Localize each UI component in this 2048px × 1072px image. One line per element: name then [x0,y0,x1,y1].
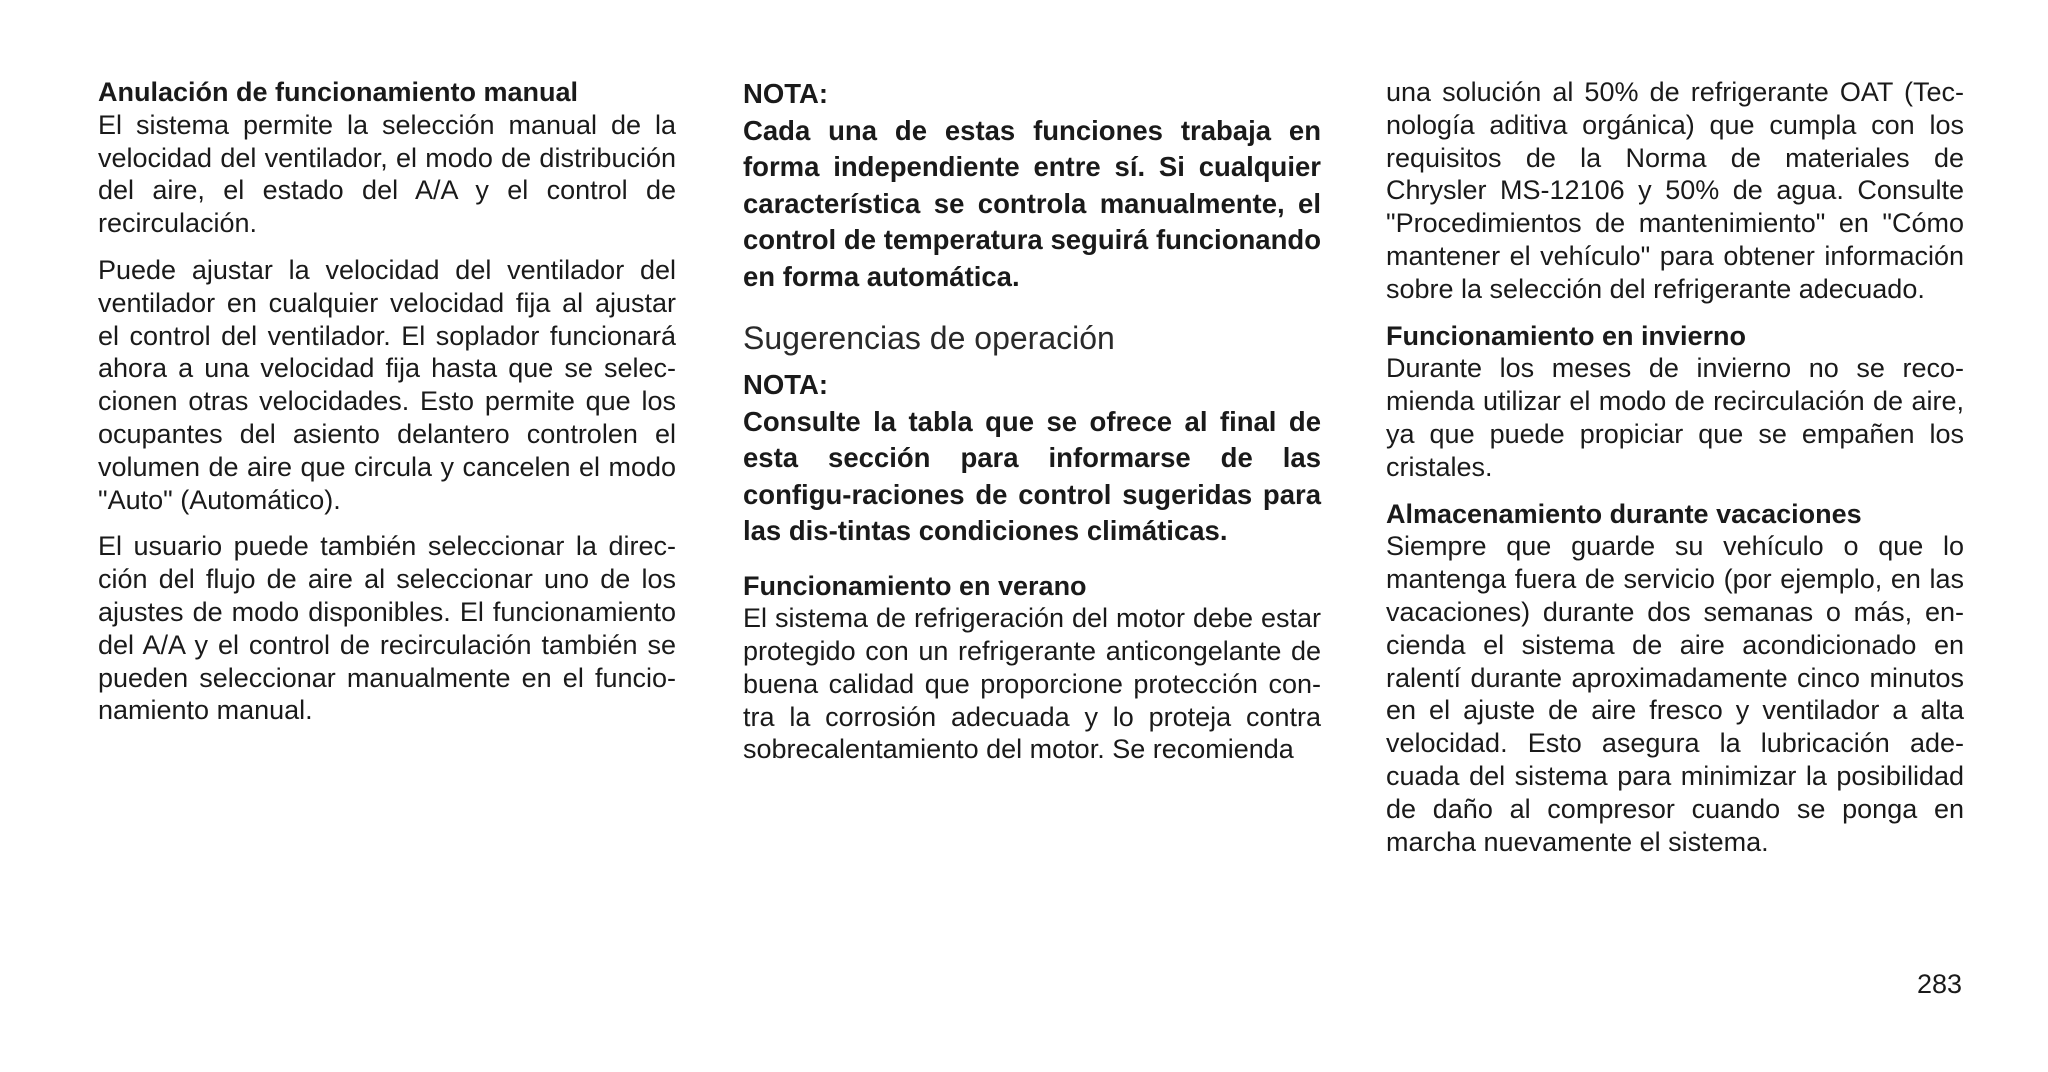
note-label-2: NOTA: [743,369,829,400]
manual-override-paragraph-2: Puede ajustar la velocidad del ventilador del ventilador en cualquier velocidad fija al ajustar el control del ventilador. El soplador funcionará ahora a una velocidad fija hasta que se selec-cionen otras velocidades. Esto permite que los ocupantes del asiento delantero controlen el volumen de aire que circula y cancelen el modo "Auto" (Automático). [98,254,676,515]
page-number: 283 [1916,969,1962,999]
note-text-1: Cada una de estas funciones trabaja en forma independiente entre sí. Si cualquier característica se controla manualmente, el control de temperatura seguirá funcionando en forma automática. [743,114,1321,292]
section-title-operation-tips: Sugerencias de operación [743,320,1115,356]
winter-operation-heading: Funcionamiento en invierno [1386,320,1747,351]
note-text-2: Consulte la tabla que se ofrece al final de esta sección para informarse de las configu-raciones de control sugeridas para las dis-tintas condiciones climáticas. [743,405,1321,546]
manual-override-paragraph-1: El sistema permite la selección manual de la velocidad del ventilador, el modo de distribución del aire, el estado del A/A y el control de recirculación. [98,109,676,239]
winter-operation-text: Durante los meses de invierno no se reco-mienda utilizar el modo de recirculación de aire, ya que puede propiciar que se empañen los cristales. [1386,353,1964,482]
note-label-1: NOTA: [743,78,829,109]
manual-override-heading: Anulación de funcionamiento manual [98,77,579,107]
left-column [98,76,676,727]
right-column [1386,76,1964,858]
vacation-storage-text: Siempre que guarde su vehículo o que lo mantenga fuera de servicio (por ejemplo, en las vacaciones) durante dos semanas o más, en-cienda el sistema de aire acondicionado en ralentí durante aproximadamente cinco minutos en el ajuste de aire fresco y ventilador a alta velocidad. Esto asegura la lubricación ade-cuada del sistema para minimizar la posibilidad de daño al compresor cuando se ponga en marcha nuevamente el sistema. [1386,531,1964,857]
summer-operation-text: El sistema de refrigeración del motor debe estar protegido con un refrigerante anticongelante de buena calidad que proporcione protección con-tra la corrosión adecuada y lo proteja contra sobrecalentamiento del motor. Se recomienda [743,603,1321,765]
coolant-continuation-text: una solución al 50% de refrigerante OAT (Tec-nología aditiva orgánica) que cumpla con los requisitos de la Norma de materiales de Chrysler MS-12106 y 50% de agua. Consulte "Procedimientos de mantenimiento" en "Cómo mantener el vehículo" para obtener información sobre la selección del refrigerante adecuado. [1386,77,1964,304]
manual-override-paragraph-3: El usuario puede también seleccionar la direc-ción del flujo de aire al seleccionar uno de los ajustes de modo disponibles. El funcionamiento del A/A y el control de recirculación también se pueden seleccionar manualmente en el funcio-namiento manual. [98,531,676,726]
middle-column [743,76,1321,766]
vacation-storage-heading: Almacenamiento durante vacaciones [1386,498,1862,529]
summer-operation-heading: Funcionamiento en verano [743,570,1087,601]
